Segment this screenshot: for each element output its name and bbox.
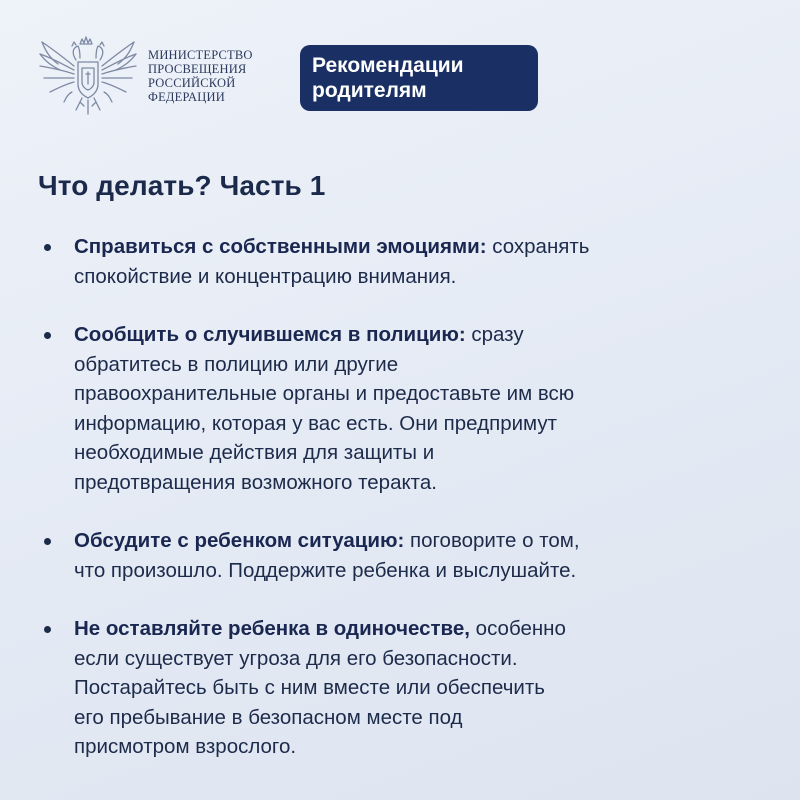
ministry-name-line: ФЕДЕРАЦИИ (148, 90, 225, 104)
item-text-line: необходимые действия для защиты и (74, 441, 435, 464)
list-item (38, 614, 758, 762)
ministry-name-line: РОССИЙСКОЙ (148, 76, 236, 90)
list-item (38, 320, 758, 497)
bullet-icon (44, 626, 51, 633)
item-first-line (74, 320, 758, 350)
item-text-line: обратитесь в полицию или другие (74, 352, 399, 376)
bullet-icon (44, 244, 51, 251)
item-heading: Сообщить о случившемся в полицию: (74, 323, 466, 346)
recommendation-list (38, 232, 758, 762)
item-first-line (74, 526, 758, 556)
item-text-line: предотвращения возможного теракта. (74, 470, 437, 494)
item-text: сразу (465, 323, 524, 346)
item-text-line: его пребывание в безопасном месте под (74, 705, 463, 729)
item-text: сохранять (486, 235, 590, 258)
recommendations-badge (300, 45, 538, 111)
item-first-line (74, 232, 758, 262)
item-text: поговорите о том, (404, 529, 580, 552)
item-text-line: спокойствие и концентрацию внимания. (74, 264, 457, 288)
item-text-line: если существует угроза для его безопасности. (74, 646, 518, 670)
double-headed-eagle-emblem-icon (36, 36, 140, 116)
list-item (38, 232, 758, 291)
item-heading: Обсудите с ребенком ситуацию: (74, 529, 405, 552)
item-heading: Справиться с собственными эмоциями: (74, 235, 487, 258)
ministry-name-line: МИНИСТЕРСТВО (148, 48, 253, 62)
ministry-name (148, 48, 273, 104)
item-text-line: информацию, которая у вас есть. Они предпримут (74, 411, 558, 435)
item-text-line: что произошло. Поддержите ребенка и выслушайте. (74, 558, 577, 582)
item-text: особенно (469, 617, 566, 640)
item-text-line: Постарайтесь быть с ним вместе или обеспечить (74, 676, 545, 699)
badge-line: Рекомендации (312, 54, 464, 77)
bullet-icon (44, 332, 51, 339)
header (36, 36, 273, 116)
list-item (38, 526, 758, 585)
item-text-line: присмотром взрослого. (74, 735, 297, 758)
item-text-line: правоохранительные органы и предоставьте им всю (74, 382, 575, 405)
bullet-icon (44, 538, 51, 545)
badge-line: родителям (312, 79, 427, 102)
item-heading: Не оставляйте ребенка в одиночестве, (74, 617, 470, 640)
ministry-name-line: ПРОСВЕЩЕНИЯ (148, 62, 247, 76)
item-first-line (74, 614, 758, 644)
page-title: Что делать? Часть 1 (38, 170, 326, 201)
